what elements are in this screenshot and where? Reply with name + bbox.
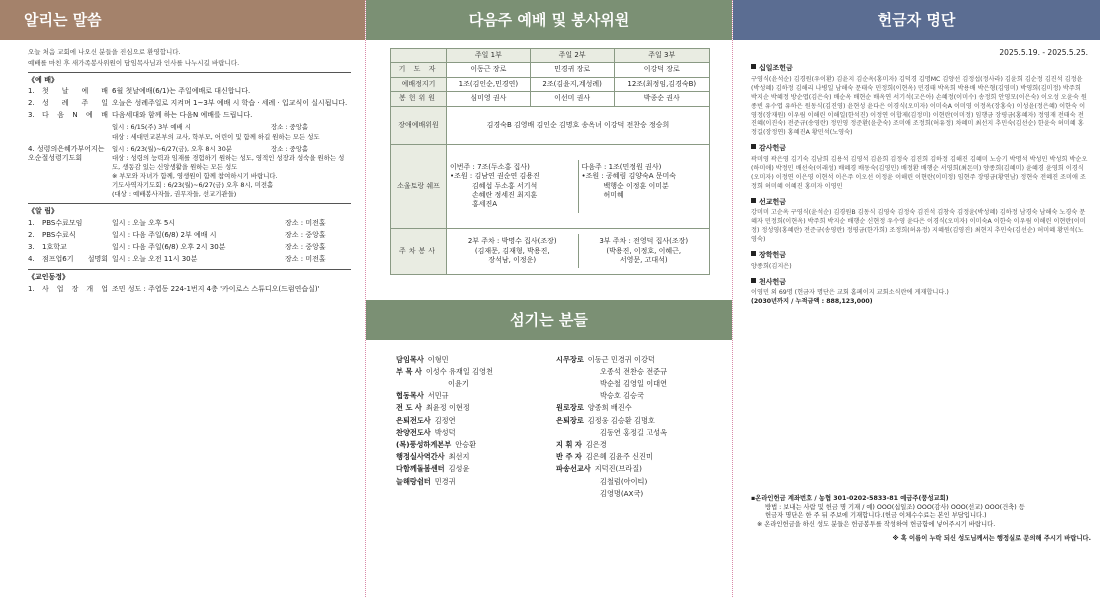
table-row: 기 도 자 이동근 장로 민경귀 장로 이강덕 장로 [391,63,710,77]
offering-group-names: 이영민 외 69명 (헌금자 명단은 교회 홈페이지 교회소식란에 게재합니다.) [751,289,949,297]
servant-title: 시무장로 [556,354,584,364]
divider [28,72,351,73]
servant-names: 지덕진(브라질) [594,464,642,474]
servants-header: 섬기는 분들 [366,300,732,340]
duty-table [390,48,710,275]
detail-line: (대상 : 예배봉사자들, 권무자들, 선교기관들) [112,190,237,199]
servant-names: 안승환 [455,440,477,450]
servant-names: 박순철 김영일 이대연 [600,378,668,388]
servant-row [556,477,716,487]
table-row: 봉헌위원 심미영 권사 이선미 권사 박종순 권사 [391,92,710,106]
servant-title: 은퇴장로 [556,415,584,425]
servant-names: 김동연 홍정길 고성옥 [600,427,668,437]
servant-names: 이동근 민경귀 이강덕 [587,354,655,364]
detail-line: 기도사역자기도회 : 6/23(월)~6/27(금) 오후 8시, 미전홀 [112,181,274,190]
servant-names: 김은경 [585,440,607,450]
table-row: 예배정지기 1조(김인순,민경연) 2조(김윤지,계성례) 12조(최정임,김경숙B) [391,77,710,91]
offering-group-names: 곽미영 곽은영 김기숙 김남희 김용석 김영석 김윤희 김정숙 김진희 김하정 김해진 김혜미 노승기 박명석 박성민 박성희 박순오(하미애) 박정민 배선숙(이래성) 배혜경 배동숙(김영민) 배정환 배행순 서영희(최돈미) 양종희(김혜미) 윤혜경 윤영희 이경식(오미자) 이정연 이은영 이현석 이은주 이오선 이정윤 이해린 이현란(이미정) 임현주 장평금(황연남) 정현숙 전혜진 조미애 조정희 허미혜 이혜진 홍미자 이영민 [751,155,1088,190]
servant-title [396,379,444,389]
servant-names: 이형민 [427,354,449,364]
servant-row [396,416,556,426]
divider [28,269,351,270]
offering-column [733,0,1100,597]
bullet-icon [751,144,756,149]
worship-item: 3. 다 음 N 예 배 다음세대와 함께 하는 다음N 예배를 드립니다. [28,111,253,120]
offering-group-title: 선교헌금 [751,198,1088,207]
bullet-icon [751,198,756,203]
servant-row [396,464,556,474]
servant-title: 원로장로 [556,403,584,413]
servant-row [556,355,716,365]
servant-row [396,355,556,365]
servant-row [556,391,716,401]
servant-title: 부 목 사 [396,366,422,376]
servant-row [396,428,556,438]
announcements-column [0,0,365,597]
intro-line-2: 예배를 마친 후 새가족봉사위원이 담임목사님과 인사를 나누시길 바랍니다. [28,58,240,67]
servant-row [556,403,716,413]
servant-names: 김정웅 김승환 김명호 [587,415,655,425]
servant-row [396,379,556,389]
servant-names: 김은혜 김윤주 신진미 [585,452,653,462]
detail-line: 일시 : 6/23(월)~6/27(금), 오후 8시 30분 장소 : 중앙홀 [112,145,309,154]
servant-title: 다함께돌봄센터 [396,464,445,474]
servant-names: 이윤기 [448,378,469,388]
servant-title: 파송선교사 [556,464,591,474]
servant-row [556,367,716,377]
intro-line-1: 오늘 처음 교회에 나오신 분들을 진심으로 환영합니다. [28,48,181,56]
servant-title: 반 주 자 [556,452,582,462]
detail-line: ※ 부모와 자녀가 함께, 영생원이 함께 참여하시기 바랍니다. [112,171,278,180]
worship-item: 2. 성 례 주 일 오늘은 성례주일로 지켜며 1~3부 예배 시 학습 · 세례 · 입교식이 실시됩니다. [28,99,348,108]
servant-names: 김철럼(아이티) [600,476,648,486]
servant-names: 김성윤 [448,464,470,474]
servant-title [556,477,596,487]
servant-title: 찬양전도사 [396,427,431,437]
servant-title: 은퇴전도사 [396,415,431,425]
servant-row [556,452,716,462]
servant-title: 늘해랑쉼터 [396,476,431,486]
offering-header: 헌금자 명단 [733,0,1100,40]
servant-names: 이성수 유재일 김영천 [425,366,493,376]
servant-title: (복)풍성하게본부 [396,440,452,450]
notice-item: 2. PBS수료식 일시 : 다음 주일(6/8) 2부 예배 시 장소 : 중앙홀 [28,231,326,240]
online-offering: ▪온라인헌금 계좌번호 / 농협 301-0202-5833-81 예금주(풍성교회) 방법 : 보내는 사람 및 헌금 명 기재 / 예) OOO(십일조) OOO(감사) OOO(선교) OOO(건축) 등 헌금자 명단은 한 주 뒤 주보에 기재합니다.(헌금 이체수수료는 본인 부담입니다.) ※ 온라인헌금을 하신 성도 분들은 헌금봉투를 작성하여 헌금함에 넣어주시기 바랍니다. ※ 혹 이름이 누락 되신 성도님께서는 행정실로 문의해 주시기 바랍니다. [751,495,1091,542]
servant-row [396,403,556,413]
table-row: 장애예배위원 김경숙B 김영배 김인순 김명호 송옥녀 이강덕 전찬승 정승희 [391,106,710,144]
servant-title: 협동목사 [396,391,424,401]
bullet-icon [751,251,756,256]
prayer-meeting: 4. 성령의은혜가부어지는 오순절성령기도회 일시 : 6/23(월)~6/27(금), 오후 8시 30분 장소 : 중앙홀 대상 : 성령의 능력과 임재를 경험하기 원하는 성도, 영적인 성장과 성숙을 원하는 성도, 생동감 있는 신앙생활을 원하는 모든 성도 ※ 부모와 자녀가 함께, 영생원이 함께 참여하시기 바랍니다. 기도사역자기도회 : 6/23(월)~6/27(금) 오후 8시, 미전홀 (대상 : 예배봉사자들, 권무자들, 선교기관들) [28,145,351,200]
member-news-item: 1. 사 업 장 개 업 조민 성도 : 주엽동 224-1번지 4층 '카이로스 스튜디오(드럼연습실)' [28,284,320,293]
servant-title [556,379,596,389]
worship-item: 1. 첫 날 예 배 6월 첫날예배(6/1)는 주일예배로 대신합니다. [28,87,251,96]
offering-date: 2025.5.19. - 2025.5.25. [999,48,1088,57]
notice-heading: 《알 림》 [28,207,58,216]
notice-item: 1. PBS수료모임 일시 : 오늘 오후 5시 장소 : 미전홀 [28,219,326,228]
detail-line: 일시 : 6/15(주) 3부 예배 시 장소 : 중앙홀 [112,123,309,132]
servant-row [556,416,716,426]
offering-group-names: 양종희(김지은) [751,262,792,270]
col-header: 주일 1부 [447,49,531,63]
servant-row [556,428,716,438]
servant-row [396,477,556,487]
bullet-icon [751,278,756,283]
table-row: 주차봉사 2부 주차 : 박명수 집사(조장) (김재문, 김재형, 박용진, 장석남, 이정운) 3부 주차 : 전영덕 집사(조장) (박용진, 이정호, 이혜근, 서영문, 고대석) [391,228,710,274]
col-header: 주일 3부 [614,49,709,63]
worship-heading: 《예 배》 [28,75,58,84]
servant-names: 김정연 [434,415,456,425]
bullet-icon [751,64,756,69]
servant-title [556,489,596,499]
servant-row [396,391,556,401]
servant-names: 박성덕 [434,427,456,437]
servant-row [556,379,716,389]
offering-group-extra: (2030년까지 / 누적금액 : 888,123,000) [751,298,873,306]
servant-title: 담임목사 [396,354,424,364]
servant-row [556,464,716,474]
offering-group-title: 천사헌금 [751,278,1088,287]
servant-row [396,367,556,377]
missing-name-note: ※ 혹 이름이 누락 되신 성도님께서는 행정실로 문의해 주시기 바랍니다. [892,535,1091,542]
notice-item: 4. 점프업6기 설명회 일시 : 오늘 오전 11시 30분 장소 : 미전홀 [28,255,326,264]
table-row: 소울토랑 쉐프 이번주 : 7조(두소홍 집사) •조원 : 김남연 권순연 김용진 김혜섭 두소홍 서기석 손혜란 정세진 최지훈 홍세진A 다음주 : 1조(민정원 권사) •조원 : 공혜림 김양숙A 문미숙 백행순 이정훈 이미분 허미혜 [391,144,710,228]
servant-title: 행정실사역간사 [396,452,445,462]
servant-names: 최선지 [448,452,470,462]
servant-title [556,367,596,377]
announcements-header: 알리는 말씀 [0,0,365,40]
divider [28,203,351,204]
offering-group-names: 구영식(윤석순) 김경원(우이환) 김윤지 김순옥(홍미자) 김덕경 김명MC 김양선 김정섭(정사라) 김윤희 김순정 김진석 김정윤(박성혜) 김하정 김해리 나병일 남해숙 문태숙 민정희(이현옥) 민경태 박옥희 박용배 박은형(김영미) 박영희(김미정) 박주희 박지순 박혜정 방순엽(김은숙) 배순옥 배현순 배옥연 서기석(고은아) 손혜정(이미수) 송정희 안영모(이은숙) 이오성 오윤숙 원종빈 유수엽 유하은 원동식(김진영) 윤현성 윤다은 이경식(오미자) 이미숙A 이미영 이정옥(장홍숙) 이성윤(정은혜) 이한숙 이영정(장재원) 이우림 이해린 이해일(한석진) 이정연 이합제(김정미) 이현란(이미정) 임행금 장평금(홍혜자) 정영재 전태숙 전진혜(이진숙) 전준규(송영란) 정민영 정준환(윤춘숙) 조미애 조정희(허유정) 차혜미 최선지 추민숙(김선순) 한윤숙 허미혜 홍정길(장정연) 홍혜진A 황민석(노영숙) [751,75,1087,137]
servant-names: 양종희 배진수 [587,403,632,413]
servant-row [556,489,716,499]
servant-title [556,391,596,401]
servant-names: 민경귀 [434,476,456,486]
servants-list [396,352,716,501]
detail-line: 대상 : 세대민교본부의 교사, 학부모, 어린이 및 함께 하길 원하는 모든 성도 [112,132,320,141]
offering-group-names: 강미미 고순옥 구영식(윤석순) 김경원B 김동식 김영숙 김정숙 김진석 김창숙 김정윤(박성혜) 김하정 남경숙 남해숙 노경숙 문혜자 민정희(이현옥) 박주희 박지순 배행순 신현정 우수영 윤다은 이경식(오미자) 이미숙A 이한숙 이우림 이해린 이현란(이미정) 정성영(홍혜란) 전준규(송영란) 정평금(한가희) 조정희(허유정) 지혜원(김영진) 최현지 추민숙(김선순) 허미혜 황민석(노영숙) [751,209,1086,244]
servant-title: 지 휘 자 [556,440,582,450]
offering-group-title: 장학헌금 [751,251,1088,260]
col-header: 주일 2부 [530,49,614,63]
servant-title [556,428,596,438]
servant-names: 박승호 김승국 [600,391,644,401]
offering-group-title: 십일조헌금 [751,64,1088,73]
notice-item: 3. 1호학교 일시 : 다음 주일(6/8) 오후 2시 30분 장소 : 중앙홀 [28,243,326,252]
servant-names: 최윤정 이현정 [425,403,470,413]
detail-line: 대상 : 성령의 능력과 임재를 경험하기 원하는 성도, 영적인 성장과 성숙을 원하는 성도, 생동감 있는 신앙생활을 원하는 모든 성도 [112,154,345,171]
servant-row [396,440,556,450]
servant-names: 김영명(AX국) [600,488,644,498]
servant-row [556,440,716,450]
servant-names: 오종석 전찬승 전준규 [600,366,668,376]
offering-group-title: 감사헌금 [751,144,1088,153]
servant-title: 전 도 사 [396,403,422,413]
duty-column [366,0,732,597]
servant-names: 서민규 [427,391,449,401]
member-news-heading: 《교인동정》 [28,272,70,281]
duty-header: 다음주 예배 및 봉사위원 [366,0,732,40]
servant-row [396,452,556,462]
